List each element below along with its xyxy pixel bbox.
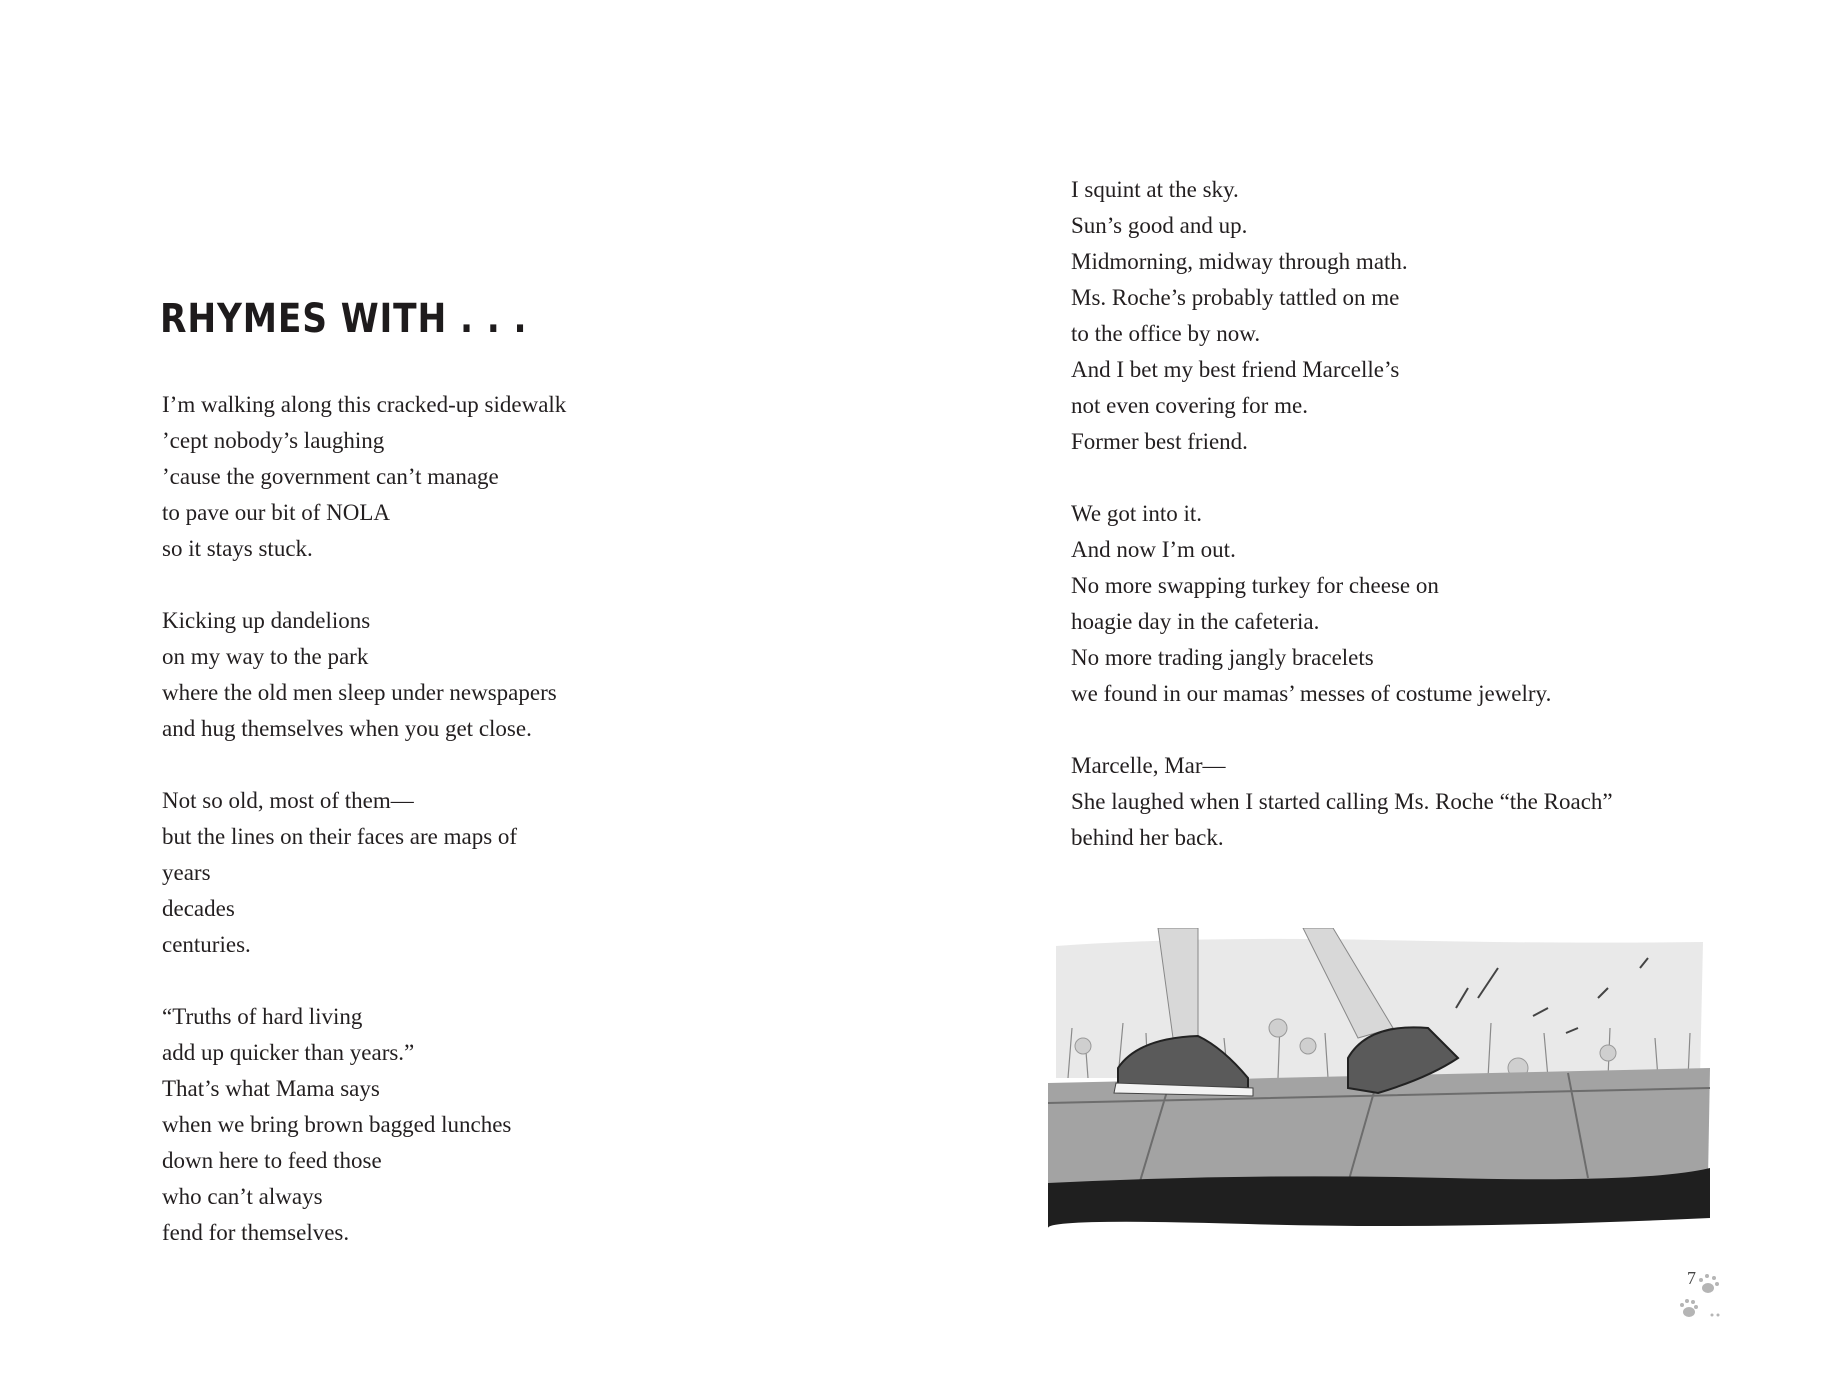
poem-line: years: [162, 860, 211, 885]
poem-line: and hug themselves when you get close.: [162, 716, 532, 741]
poem-line: Midmorning, midway through math.: [1071, 249, 1408, 274]
poem-line: add up quicker than years.”: [162, 1040, 415, 1065]
poem-line: where the old men sleep under newspapers: [162, 680, 557, 705]
poem-line: We got into it.: [1071, 501, 1203, 526]
poem-line: not even covering for me.: [1071, 393, 1308, 418]
poem-line: on my way to the park: [162, 644, 369, 669]
poem-line: ’cause the government can’t manage: [162, 464, 499, 489]
poem-line: Kicking up dandelions: [162, 608, 371, 633]
poem-line: Not so old, most of them—: [162, 788, 414, 813]
poem-line: Ms. Roche’s probably tattled on me: [1071, 285, 1400, 310]
poem-line: Marcelle, Mar—: [1071, 753, 1226, 778]
paw-prints-icon: [1676, 1272, 1726, 1328]
stanza: [1071, 748, 1613, 856]
poem-line: She laughed when I started calling Ms. Roche “the Roach”: [1071, 789, 1613, 814]
poem-line: we found in our mamas’ messes of costume jewelry.: [1071, 681, 1552, 706]
poem-line: when we bring brown bagged lunches: [162, 1112, 512, 1137]
poem-line: to pave our bit of NOLA: [162, 500, 391, 525]
stanza: [162, 999, 566, 1251]
left-column-poem: [162, 387, 566, 1287]
sneakers-sidewalk-illustration: [1048, 928, 1710, 1230]
poem-line: hoagie day in the cafeteria.: [1071, 609, 1320, 634]
poem-line: No more swapping turkey for cheese on: [1071, 573, 1439, 598]
stanza: [1071, 496, 1613, 712]
poem-title: RHYMES WITH . . .: [160, 296, 528, 342]
poem-line: Sun’s good and up.: [1071, 213, 1248, 238]
stanza: [162, 387, 566, 567]
poem-line: Former best friend.: [1071, 429, 1248, 454]
poem-line: centuries.: [162, 932, 251, 957]
poem-line: I’m walking along this cracked-up sidewalk: [162, 392, 567, 417]
poem-line: fend for themselves.: [162, 1220, 350, 1245]
poem-line: “Truths of hard living: [162, 1004, 363, 1029]
poem-line: so it stays stuck.: [162, 536, 313, 561]
poem-line: behind her back.: [1071, 825, 1224, 850]
poem-line: decades: [162, 896, 235, 921]
poem-line: but the lines on their faces are maps of: [162, 824, 518, 849]
stanza: [162, 603, 566, 747]
poem-line: to the office by now.: [1071, 321, 1261, 346]
poem-line: No more trading jangly bracelets: [1071, 645, 1374, 670]
stanza: [162, 783, 566, 963]
page-number: 7: [1687, 1268, 1696, 1288]
poem-line: That’s what Mama says: [162, 1076, 380, 1101]
poem-line: And now I’m out.: [1071, 537, 1236, 562]
poem-line: I squint at the sky.: [1071, 177, 1239, 202]
stanza: [1071, 172, 1613, 460]
poem-line: who can’t always: [162, 1184, 323, 1209]
poem-line: ’cept nobody’s laughing: [162, 428, 385, 453]
poem-line: down here to feed those: [162, 1148, 382, 1173]
poem-line: And I bet my best friend Marcelle’s: [1071, 357, 1400, 382]
right-column-poem: [1071, 172, 1613, 892]
